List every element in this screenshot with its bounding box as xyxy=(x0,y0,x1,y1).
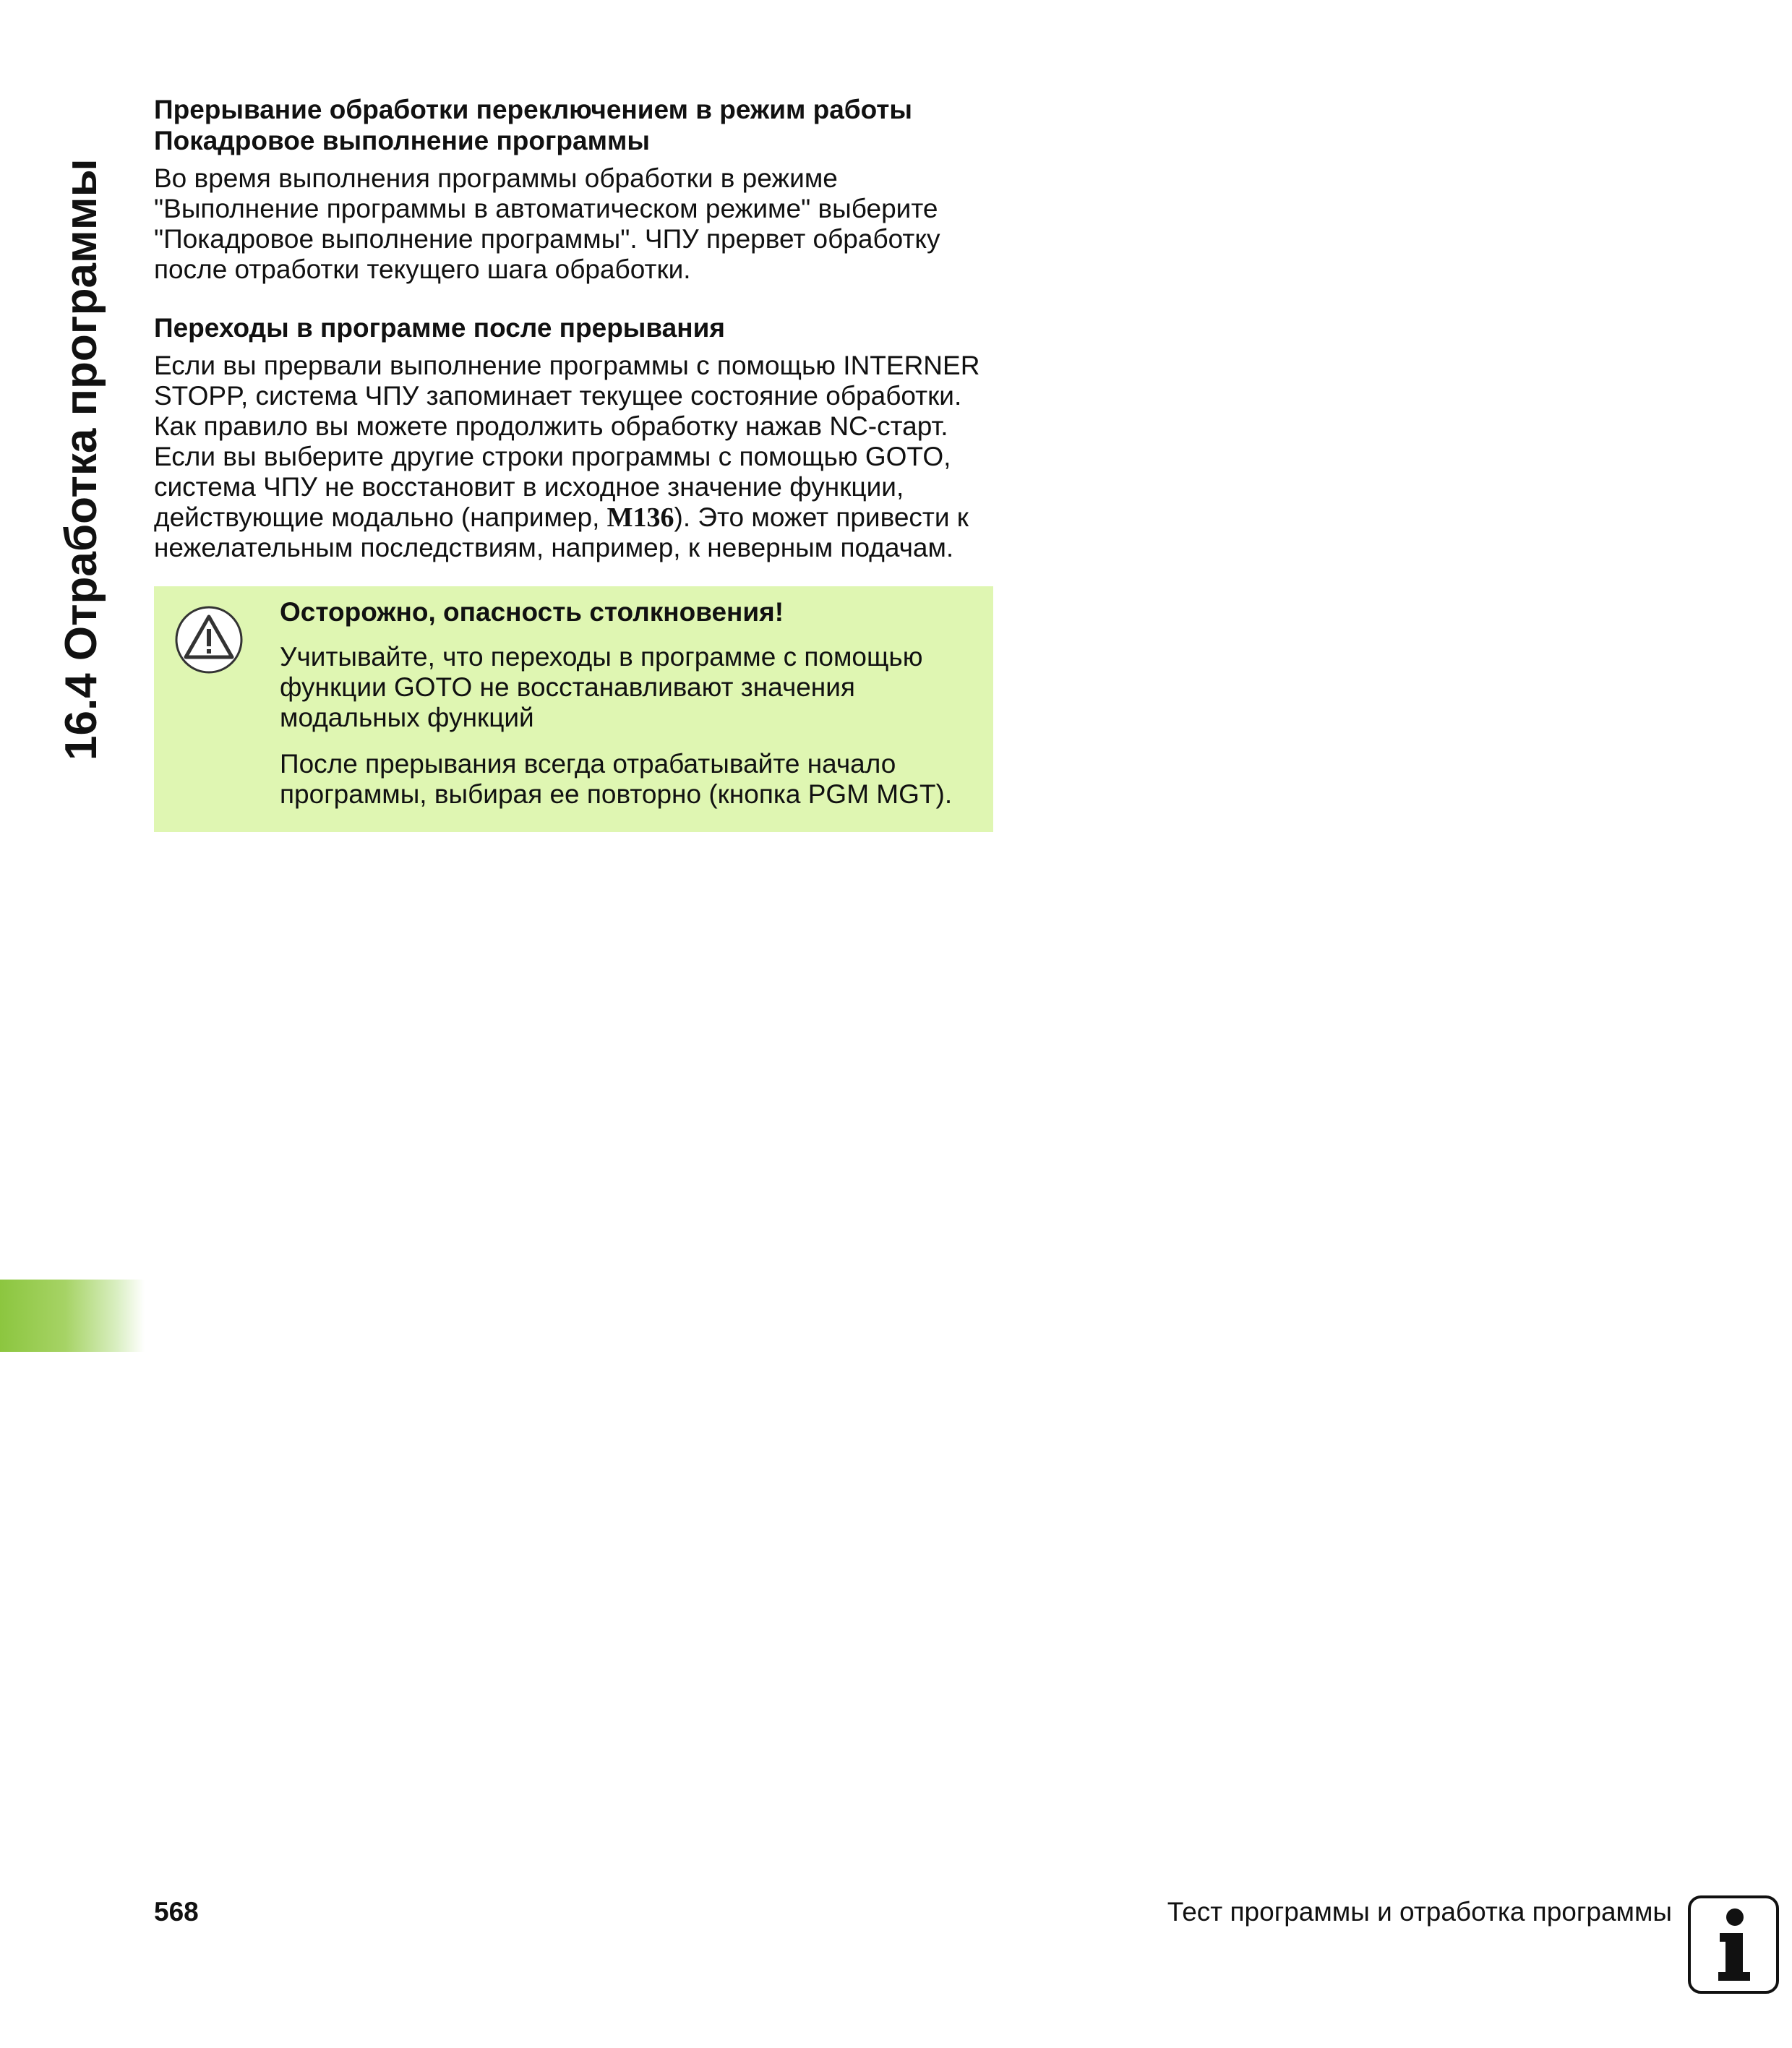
main-content xyxy=(154,94,993,563)
text-line: "Покадровое выполнение программы". ЧПУ прервет обработку xyxy=(154,224,940,254)
text-line: модальных функций xyxy=(280,703,534,732)
text-line: действующие модально (например, xyxy=(154,502,607,532)
warning-paragraph-1 xyxy=(280,642,974,733)
section2-heading: Переходы в программе после прерывания xyxy=(154,313,725,343)
text-line: Как правило вы можете продолжить обработку нажав NC-старт. xyxy=(154,411,948,441)
text-line: STOPP, система ЧПУ запоминает текущее состояние обработки. xyxy=(154,381,962,411)
section1-heading-line1: Прерывание обработки переключением в режим работы xyxy=(154,95,913,124)
warning-triangle-icon xyxy=(174,605,244,674)
footer-chapter-title: Тест программы и отработка программы xyxy=(1167,1897,1672,1927)
chapter-tab-marker xyxy=(0,1280,145,1352)
section2-paragraph xyxy=(154,351,993,563)
text-line: Если вы выберите другие строки программы с помощью GOTO, xyxy=(154,442,951,471)
text-line: "Выполнение программы в автоматическом режиме" выберите xyxy=(154,194,938,223)
text-line: ). Это может привести к xyxy=(674,502,969,532)
warning-text xyxy=(280,596,974,810)
info-icon xyxy=(1686,1894,1780,1995)
text-line: Учитывайте, что переходы в программе с помощью xyxy=(280,642,923,672)
text-line: нежелательным последствиям, например, к неверным подачам. xyxy=(154,533,954,562)
text-line: Во время выполнения программы обработки в режиме xyxy=(154,163,838,193)
page-number: 568 xyxy=(154,1897,199,1927)
section-title-vertical: 16.4 Отработка программы xyxy=(56,158,106,760)
section1-paragraph xyxy=(154,163,993,285)
text-line: система ЧПУ не восстановит в исходное значение функции, xyxy=(154,472,904,502)
warning-title: Осторожно, опасность столкновения! xyxy=(280,597,784,627)
text-line: программы, выбирая ее повторно (кнопка PGM MGT). xyxy=(280,779,953,809)
text-line: После прерывания всегда отрабатывайте начало xyxy=(280,749,896,779)
m-function-code: M136 xyxy=(606,502,674,533)
warning-paragraph-2 xyxy=(280,749,974,810)
text-line: Если вы прервали выполнение программы с помощью INTERNER xyxy=(154,351,980,380)
text-line: функции GOTO не восстанавливают значения xyxy=(280,672,855,702)
section1-heading xyxy=(154,94,993,156)
warning-box xyxy=(154,586,993,832)
section1-heading-line2: Покадровое выполнение программы xyxy=(154,126,650,155)
text-line: после отработки текущего шага обработки. xyxy=(154,254,691,284)
